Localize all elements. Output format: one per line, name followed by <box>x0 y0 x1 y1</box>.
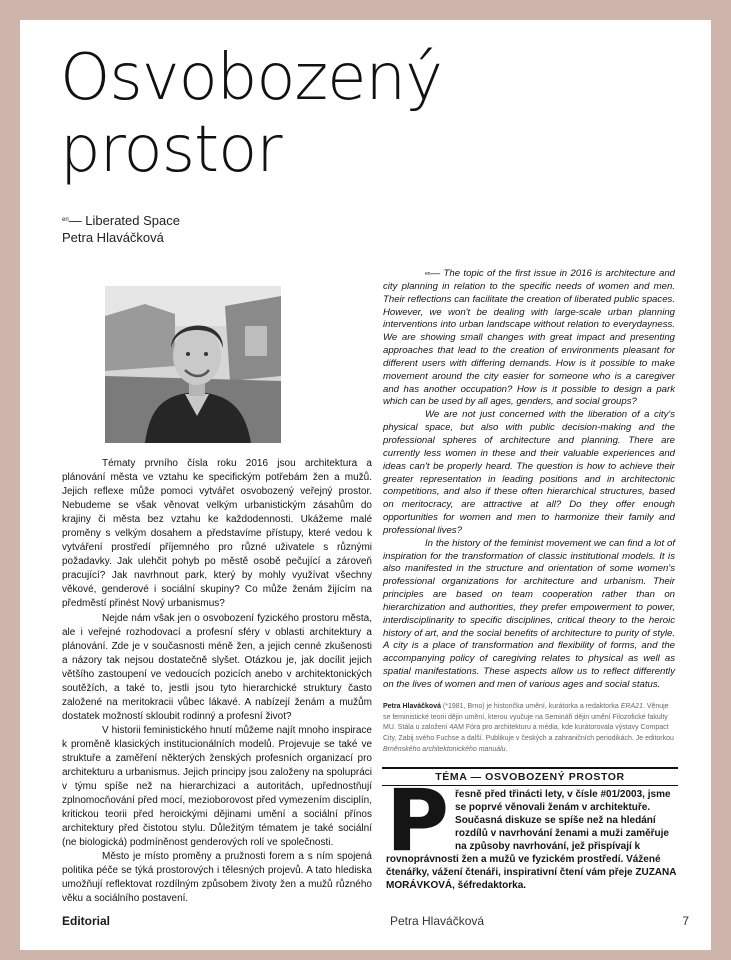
author-bio <box>383 702 677 756</box>
czech-paragraph: Tématy prvního čísla roku 2016 jsou architektura a plánování města ve vztahu ke specifickým potřebám žen a mužů. Jejich reflexe může pomoci vytvářet osvobozený veřejný prostor. Nebudeme se však věnovat velkým urbanistickým zásahům do krajiny či města bez vztahu ke každodennosti. Ukážeme malé proměny s velkým dosahem a představíme přístupy, které vedou k vytváření prostředí příjemného pro různé uživatele s různými požadavky. Jak ulehčit pohyb po městě osobě pečující a zároveň pracující? Jak navrhnout park, který by mohly využívat všechny věkové, genderové i sociální skupiny? Co může ženám žijícím na předměstí přinést Nový urbanismus? <box>62 458 372 610</box>
subtitle-block <box>62 212 180 246</box>
bio-text: (*1981, Brno) je historička umění, kurátorka a redaktorka <box>440 703 621 710</box>
portrait-illustration <box>105 286 281 443</box>
bio-book-title: Brněnského architektonického manuálu <box>383 745 506 753</box>
english-paragraph: We are not just concerned with the liberation of a city's physical space, but also with public decision-making and the professional spheres of architecture and planning. There are currently less women in these and their valuable experiences and ideas can't be properly heard. The question is how to achieve their greater representation in leading positions and in architectonic competitions, and also if these often hierarchical structures, based on meritocracy, are attractive at all? Do they offer enough opportunities for women and men to harmonize their family and professional lives? <box>383 409 675 536</box>
english-paragraph: In the history of the feminist movement we can find a lot of inspiration for the transformation of classic institutional models. It is also manifested in the structure and orientation of some women's professional organizations for architecture and urbanism. Their principles are based on team cooperation rather than on hierarchization and authorities, they prefer empowerment to power, interdisciplinarity to specific disciplines, critical theory to the heroic history of art, and the social benefits of architecture to purity of style. A city is a place of transformation and flexibility of forms, and the accompanying policy of caregiving relates to physical as well as spatial manifestations. These aspects allow us to reflect differently on the lives of women and men of various ages and social status. <box>383 537 675 690</box>
bio-text: . Věnuje se feministické teorii dějin umění, kterou vyučuje na Semináři dějin umění Filozofické fakulty MU. Stála u založení 4AM Fóra pro architekturu a média, kde kurátorovala výstavy Compact City, Zabij svého Fuchse a další. Publikuje v českých a zahraničních periodikách. Je editorkou <box>383 703 674 743</box>
page-footer <box>20 914 711 932</box>
bio-text: . <box>505 745 508 753</box>
magazine-page <box>20 20 711 950</box>
english-paragraph-text: — The topic of the first issue in 2016 is architecture and city planning in relation to the specific needs of women and men. Their reflections can facilitate the creation of liberated public spaces. However, we won't be dealing with large-scale urban planning interventions into urban landscape without relation to everydayness. We are showing small changes with great impact and presenting approaches that lead to the creation of environments pleasant for different users with differing demands. How is it possible to make movement around the city easier for someone who is a caregiver and has another occupation? How is it possible to design a park which can be used by all ages, genders, and social groups? <box>383 268 675 408</box>
english-subtitle <box>62 212 180 229</box>
czech-editorial-text <box>62 457 372 907</box>
title-line-1: Osvobozený <box>60 41 442 115</box>
author-portrait-photo <box>105 286 281 443</box>
czech-paragraph: Město je místo proměny a pružnosti forem a s ním spojená politika péče se týká prostorových i tělesných projevů. A tato hlediska umožňují reflektovat rozdílným způsobem životy žen a mužů různého věku a sociálního postavení. <box>62 851 372 905</box>
en-marker: en <box>62 217 69 223</box>
theme-intro-text: řesně před třinácti lety, v čísle #01/2003, jsme se poprvé věnovali ženám v architektuře. Současná diskuze se spíše než na hledání rozdílů v navrhování ženami a muži zaměřuje na způsoby navrhování, jež přispívají k rovnoprávnosti žen a mužů ve fyzickém prostředí. Vážené čtenářky, vážení čtenáři, inspirativní čtení vám přeje ZUZANA MORÁVKOVÁ, šéfredaktorka. <box>386 789 677 892</box>
title-line-2: prostor <box>60 113 282 187</box>
english-paragraph <box>383 268 675 409</box>
bio-magazine: ERA21 <box>620 703 643 710</box>
footer-author: Petra Hlaváčková <box>390 914 485 928</box>
theme-heading: TÉMA — OSVOBOZENÝ PROSTOR <box>382 767 678 786</box>
czech-paragraph: Nejde nám však jen o osvobození fyzického prostoru města, ale i veřejné rozhodovací a profesní sféry v oblasti architektury a plánování. Zde je v současnosti méně žen, a jejich cenné zkušenosti a názory tak nejsou dostatečně slyšet. Otázkou je, jak docílit jejich většího zastoupení ve vedoucích pozicích anebo v architektonických soutěžích, a také to, jestli jsou tyto hierarchické struktury často založené na meritokracii vůbec lákavé. A nabízejí ženám a mužům dostatek možností skloubit rodinný a profesní život? <box>62 612 372 722</box>
english-title: — Liberated Space <box>68 213 180 228</box>
article-title <box>60 42 442 186</box>
english-editorial-text <box>383 268 675 692</box>
author-name: Petra Hlaváčková <box>62 230 164 245</box>
page-number: 7 <box>682 914 689 928</box>
en-marker: en <box>425 271 431 277</box>
bio-name: Petra Hlaváčková <box>383 703 441 710</box>
drop-cap: P <box>386 771 450 871</box>
czech-paragraph: V historii feministického hnutí můžeme najít mnoho inspirace k proměně klasických institucionálních modelů. Projevuje se také ve struktuře a zaměření některých ženských profesních organizací pro architekturu a urbanismus. Jejich principy jsou založeny na spolupráci v týmu spíše než na hierarchizaci a autoritách, upřednostňují zplnomocňování před mocí, mezioborovost před vymezením disciplín, kritickou teorii před heroickými dějinami umění a sociální přínos architektury před čistotou stylu. Důležitým tématem je také sociální (ne biologická) podmíněnost genderových rolí ve společnosti. <box>62 724 372 849</box>
footer-section: Editorial <box>62 914 111 928</box>
